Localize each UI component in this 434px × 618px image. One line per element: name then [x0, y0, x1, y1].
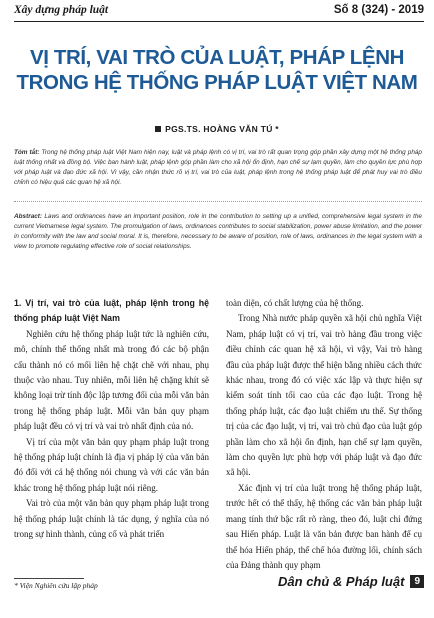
header-rule — [14, 21, 424, 22]
square-bullet-icon — [155, 126, 161, 132]
author-name: PGS.TS. HOÀNG VĂN TÚ * — [165, 124, 279, 134]
paragraph: Trong Nhà nước pháp quyền xã hội chủ nghĩa Việt Nam, pháp luật có vị trí, vai trò hàng đầu trong việc điều chỉnh các quan hệ xã hội, vì vậy, Vai trò hàng đầu của pháp luật được thể hiện bằng nhiều cách thức khác nhau, trong đó có việc xác lập và thực hiện sự kiểm soát tính tối cao của các đạo luật. Trong hệ thống pháp luật, các đạo luật chiếm ưu thế. Sự thống trị của các đạo luật, vị trí, vai trò chủ đạo của luật góp phần làm cho xã hội ổn định, hạn chế sự lạm quyền, làm cho quyền lực phù hợp với pháp luật và đạo đức xã hội. — [226, 313, 422, 478]
abstract-en-text: Laws and ordinances have an important position, role in the contribution to setting up a unified, comprehensive legal system in the current Vietnamese legal system. The promulgation of laws, ordinances contributes to social stabilization, power abuse limitation, and the power in conformity with the law and social moral. It is, therefore, necessary to be aware of position, role of laws, ordinances in the legal system with a view to promote regulating effective role of social relationships. — [14, 213, 422, 250]
page-header — [14, 4, 424, 22]
paragraph-continued: toàn diện, có chất lượng của hệ thống. — [226, 298, 364, 308]
footnote: * Viện Nghiên cứu lập pháp — [14, 581, 98, 590]
right-column — [226, 296, 422, 573]
footnote-rule — [14, 578, 84, 579]
issue-number: Số 8 (324) - 2019 — [333, 4, 424, 16]
paragraph: Nghiên cứu hệ thống pháp luật tức là nghiên cứu, mô, chính thể thống nhất mà trong đó các bộ phận cấu thành nó có mối liên hệ chặt chẽ với nhau, phụ thuộc vào nhau. Tuy nhiên, mỗi liên hệ chặng khít sẽ không loại trừ tính độc lập tương đối của mỗi văn bản trong hệ thống pháp luật. Mỗi văn bản quy phạm pháp luật đều có vị trí và vai trò nhất định của nó. — [14, 328, 209, 432]
paragraph: Xác định vị trí của luật trong hệ thống pháp luật, trước hết có thể thấy, hệ thống các văn bản pháp luật mang tính thứ bậc rất rõ ràng, theo đó, luật chỉ đứng sau Hiến pháp. Luật là văn bản được ban hành để cụ thể hóa Hiến pháp, thể chế hóa đường lối, chính sách của Đảng thành quy phạm — [226, 482, 422, 570]
abstract-vietnamese — [14, 148, 422, 188]
abstract-english — [14, 212, 422, 252]
page-number: 9 — [410, 575, 424, 588]
paragraph: Vai trò của một văn bản quy phạm pháp luật trong hệ thống pháp luật chính là tác dụng, ý nghĩa của nó trong sự hình thành, củng cố và phát triển — [14, 498, 209, 540]
paragraph: Vị trí của một văn bản quy phạm pháp luật trong hệ thống pháp luật chính là địa vị pháp lý của văn bản đó đối với cả hệ thống nói chung và với các văn bản khác trong hệ thống pháp luật nói riêng. — [14, 436, 209, 493]
section-heading: 1. Vị trí, vai trò của luật, pháp lệnh trong hệ thống pháp luật Việt Nam — [14, 298, 209, 324]
magazine-name: Dân chủ & Pháp luật — [278, 574, 405, 589]
section-name: Xây dựng pháp luật — [14, 4, 109, 16]
article-title — [0, 45, 434, 95]
abstract-vi-text: Trong hệ thống pháp luật Việt Nam hiện nay, luật và pháp lệnh có vị trí, vai trò rất quan trọng góp phần xây dựng một hệ thống pháp luật thống nhất và đồng bộ. Việc ban hành luật, pháp lệnh góp phần làm cho xã hội ổn định, hạn chế sự lạm quyền, làm cho quyền lực phù hợp với pháp luật và đạo đức xã hội. Vì vậy, cần nhận thức rõ vị trí, vai trò của luật, pháp lệnh trong hệ thống pháp luật để phát huy vai trò điều chỉnh có hiệu quả các quan hệ xã hội. — [14, 149, 422, 186]
abstract-vi-label: Tóm tắt: — [14, 149, 40, 156]
left-column — [14, 296, 209, 543]
title-line-1: VỊ TRÍ, VAI TRÒ CỦA LUẬT, PHÁP LỆNH — [30, 46, 404, 69]
page-footer — [278, 574, 424, 589]
abstract-en-label: Abstract: — [14, 213, 43, 220]
title-line-2: TRONG HỆ THỐNG PHÁP LUẬT VIỆT NAM — [16, 71, 418, 94]
abstract-divider — [14, 201, 422, 202]
author-line — [0, 124, 434, 134]
